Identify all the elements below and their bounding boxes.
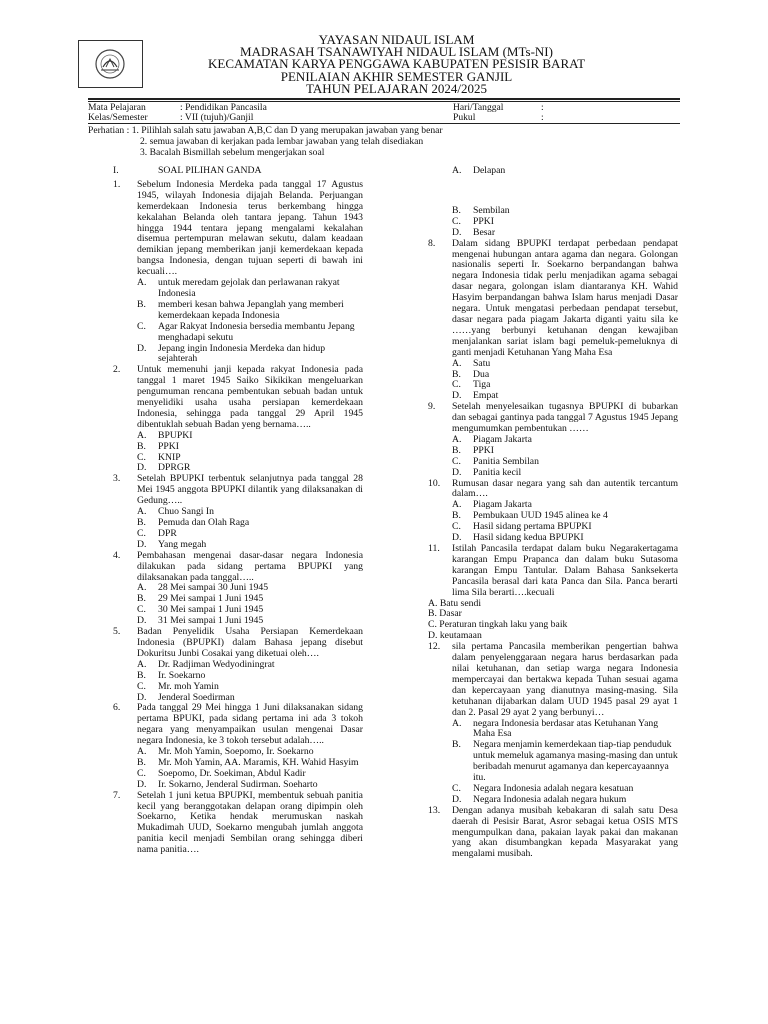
question-stem: Pembahasan mengenai dasar-dasar negara Indonesia dilakukan pada sidang pertama BPUPKI yang dilaksanakan pada tanggal….. [137, 549, 363, 583]
section-title: SOAL PILIHAN GANDA [158, 165, 262, 176]
option-c[interactable]: C. DPR [137, 527, 177, 539]
question-8 [428, 239, 678, 403]
option-d[interactable]: D. Ir. Sokarno, Jenderal Sudirman. Soeharto [137, 778, 318, 790]
question-10 [428, 479, 678, 544]
option-a[interactable]: A. Piagam Jakarta [452, 499, 532, 511]
question-7 [113, 791, 363, 856]
column-left [113, 166, 363, 856]
option-c[interactable]: C. Panitia Sembilan [452, 455, 539, 467]
question-number: 10. [428, 477, 441, 489]
option-c[interactable]: C. Hasil sidang pertama BPUPKI [452, 521, 592, 533]
letterhead [160, 34, 633, 95]
section-number: I. [113, 165, 119, 176]
option-d[interactable]: D. DPRGR [137, 462, 191, 474]
option-d[interactable]: D. Jepang ingin Indonesia Merdeka dan hidup sejahterah [137, 342, 326, 365]
option-a[interactable]: A. BPUPKI [137, 429, 193, 441]
option-d[interactable]: D. Jenderal Soedirman [137, 691, 235, 703]
question-9 [428, 402, 678, 478]
instruction-1: Perhatian : 1. Pilihlah salah satu jawaban A,B,C dan D yang merupakan jawaban yang benar [88, 125, 443, 136]
time-value: : [541, 111, 544, 123]
question-number: 7. [113, 789, 121, 801]
section-heading [113, 166, 363, 177]
option-a[interactable]: A. Delapan [452, 165, 506, 176]
option-d[interactable]: D. Negara Indonesia adalah negara hukum [452, 793, 627, 805]
option-b[interactable]: B. PPKI [137, 440, 179, 452]
option-b[interactable]: B. Mr. Moh Yamin, AA. Maramis, KH. Wahid Hasyim [137, 756, 359, 768]
option-a[interactable]: A. Chuo Sangi In [137, 506, 214, 518]
option-c[interactable]: C. Mr. moh Yamin [137, 680, 219, 692]
info-rule [88, 123, 680, 124]
option-c[interactable]: C. Soepomo, Dr. Soekiman, Abdul Kadir [137, 767, 306, 779]
header-rule-thin [88, 101, 680, 102]
question-stem: Sebelum Indonesia Merdeka pada tanggal 17 Agustus 1945, wilayah Indonesia dijajah Belanda. Perjuangan kemerdekaan Indonesia terus berkembang hingga kekalahan Belanda oleh tantara jepang. Tahun 1943 hingga 1944 tentara jepang mengalami kekalahan disemua pertempuran melawan sekutu, dalam keadaan demikian jepang memberikan janji kemerdekaan kepada bangsa Indonesia, dengan tujuan seperti di bawah ini kecuali…. [137, 178, 363, 278]
question-stem: Setelah 1 juni ketua BPUPKI, membentuk sebuah panitia kecil yang beranggotakan delapan orang dipimpin oleh Soekarno, Ketika hendak merumuskan naskah Mukadimah UUD, Soekarno mengubah jumlah anggota panitia kecil menjadi Sembilan orang sehingga diberi nama panitia…. [137, 789, 363, 856]
option-a[interactable]: A. Piagam Jakarta [452, 433, 532, 445]
question-stem: sila pertama Pancasila memberikan pengertian bahwa dalam penyelenggaraan negara harus berdasarkan pada nilai ketuhanan, dan setiap warga negara Indonesia mempercayai dan bertakwa kepada Tuhan sesuai agama dan kepercayaan yang dianutnya masing-masing. Sila ketuhanan dijabarkan dalam UUD 1945 pasal 29 ayat 1 dan 2. Pasal 29 ayat 2 yang berbunyi… [452, 641, 678, 718]
info-left [88, 103, 267, 123]
option-c[interactable]: C. Agar Rakyat Indonesia bersedia membantu Jepang menghadapi sekutu [137, 320, 355, 343]
question-number: 8. [428, 237, 436, 249]
option-b[interactable]: B. memberi kesan bahwa Jepanglah yang memberi kemerdekaan kepada Indonesia [137, 298, 344, 321]
question-stem: Istilah Pancasila terdapat dalam buku Negarakertagama karangan Empu Prapanca dan dalam buku Sutasoma karangan Empu Tantular. Dalam Bahasa Sanksekerta Pancasila berasal dari kata Panca dan Sila. Panca berarti lima Sila berarti….kecuali [452, 543, 678, 598]
school-logo [78, 40, 143, 88]
question-number: 1. [113, 178, 121, 190]
question-number: 13. [428, 804, 441, 816]
info-right [453, 103, 544, 123]
question-7-options [428, 166, 678, 239]
question-stem: Setelah menyelesaikan tugasnya BPUPKI di bubarkan dan sebagai gantinya pada tanggal 7 Agustus 1945 Jepang mengumumkan pembentukan …… [452, 401, 678, 435]
exam-title: PENILAIAN AKHIR SEMESTER GANJIL [280, 68, 513, 84]
option-d[interactable]: D. Besar [452, 226, 496, 238]
foundation-name: YAYASAN NIDAUL ISLAM [318, 32, 475, 47]
question-13 [428, 806, 678, 861]
crest-icon [79, 41, 142, 87]
question-number: 5. [113, 626, 121, 638]
question-12 [428, 642, 678, 806]
option-d[interactable]: D. Empat [452, 390, 499, 402]
option-a[interactable]: A. negara Indonesia berdasar atas Ketuhanan Yang Maha Esa [452, 717, 659, 740]
instruction-3: 3. Bacalah Bismillah sebelum mengerjakan soal [140, 146, 325, 158]
question-stem: Untuk memenuhi janji kepada rakyat Indonesia pada tanggal 1 maret 1945 Saiko Sikikikan mengeluarkan pengumuman rencana pembentukan sebuah badan untuk menyelidiki usaha usaha persiapan kemerdekaan Indonesia, sehingga pada tanggal 29 April 1945 dibentuklah sebuah Badan yeng bernama….. [137, 364, 363, 430]
question-11-options [428, 599, 678, 643]
date-value: : [541, 102, 544, 113]
class-value: : VII (tujuh)/Ganjil [180, 111, 254, 123]
option-a[interactable]: A. 28 Mei sampai 30 Juni 1945 [137, 582, 269, 594]
question-number: 9. [428, 401, 436, 413]
column-right [428, 166, 678, 860]
option-a[interactable]: A. untuk meredam gejolak dan perlawanan rakyat Indonesia [137, 277, 340, 299]
option-d[interactable]: D. 31 Mei sampai 1 Juni 1945 [137, 615, 264, 627]
header-rule [88, 98, 680, 100]
question-3 [113, 474, 363, 550]
option-b[interactable]: B. Dua [452, 368, 490, 380]
option-d[interactable]: D. Hasil sidang kedua BPUPKI [452, 532, 584, 544]
option-a[interactable]: A. Satu [452, 357, 491, 369]
question-number: 3. [113, 473, 121, 485]
option-a[interactable]: A. Batu sendi [428, 597, 482, 609]
option-a[interactable]: A. Dr. Radjiman Wedyodiningrat [137, 658, 275, 670]
school-name: MADRASAH TSANAWIYAH NIDAUL ISLAM (MTs-NI) [240, 44, 553, 60]
option-d[interactable]: D. Panitia kecil [452, 466, 522, 478]
academic-year: TAHUN PELAJARAN 2024/2025 [306, 80, 487, 96]
district-name: KECAMATAN KARYA PENGGAWA KABUPATEN PESISIR BARAT [207, 56, 586, 72]
option-b[interactable]: B. Ir. Soekarno [137, 669, 206, 681]
option-b[interactable]: B. Negara menjamin kemerdekaan tiap-tiap penduduk untuk memeluk agamanya masing-masing dan untuk beribadah menurut agamanya dan kepercayaannya itu. [452, 739, 678, 784]
subject-value: : Pendidikan Pancasila [180, 102, 267, 113]
question-4 [113, 551, 363, 627]
question-5 [113, 627, 363, 703]
subject-label: Mata Pelajaran [88, 102, 146, 113]
question-number: 12. [428, 641, 441, 653]
question-stem: Dengan adanya musibah kebakaran di salah satu Desa daerah di Pesisir Barat, Asror sebagai ketua OSIS MTS mengumpulkan dana, pakaian layak pakai dan makanan yang akan disumbangkan kepada Masyarakat yang mengalami musibah. [452, 804, 678, 860]
option-b[interactable]: B. Sembilan [452, 204, 510, 216]
question-1 [113, 180, 363, 365]
option-a[interactable]: A. Mr. Moh Yamin, Soepomo, Ir. Soekarno [137, 746, 314, 758]
class-label: Kelas/Semester [88, 111, 148, 123]
option-b[interactable]: B. Pembukaan UUD 1945 alinea ke 4 [452, 510, 608, 522]
question-number: 2. [113, 364, 121, 376]
date-label: Hari/Tanggal [453, 102, 504, 113]
option-c[interactable]: C. 30 Mei sampai 1 Juni 1945 [137, 604, 264, 616]
question-number: 11. [428, 543, 440, 554]
question-stem: Rumusan dasar negara yang sah dan autentik tercantum dalam…. [452, 477, 678, 500]
question-number: 4. [113, 549, 121, 561]
question-stem: Setelah BPUPKI terbentuk selanjutnya pada tanggal 28 Mei 1945 anggota BPUPKI dilantik yang dilaksanakan di Gedung….. [137, 473, 363, 507]
time-label: Pukul [453, 111, 476, 123]
option-b[interactable]: B. PPKI [452, 444, 494, 456]
question-stem: Badan Penyelidik Usaha Persiapan Kemerdekaan Indonesia (BPUPKI) dalam Bahasa jepang disebut Dokuritsu Junbi Cosakai yang diketuai oleh…. [137, 626, 363, 659]
option-d[interactable]: D. keutamaan [428, 630, 482, 642]
option-b[interactable]: B. 29 Mei sampai 1 Juni 1945 [137, 593, 264, 605]
question-6 [113, 703, 363, 790]
question-number: 6. [113, 702, 121, 714]
question-2 [113, 365, 363, 474]
option-c[interactable]: C. Tiga [452, 379, 491, 391]
question-stem: Pada tanggal 29 Mei hingga 1 Juni dilaksanakan sidang pertama BPUKI, pada sidang pertama ini ada 3 tokoh negara yang menyampaikan usulan mengenai Dasar negara Indonesia, ke 3 tokoh tersebut adalah….. [137, 702, 363, 747]
option-c[interactable]: C. Negara Indonesia adalah negara kesatuan [452, 782, 634, 794]
instruction-2: 2. semua jawaban di kerjakan pada lembar jawaban yang telah disediakan [140, 135, 424, 147]
option-c[interactable]: C. Peraturan tingkah laku yang baik [428, 619, 568, 631]
option-c[interactable]: C. PPKI [452, 215, 494, 227]
option-d[interactable]: D. Yang megah [137, 538, 207, 550]
option-c[interactable]: C. KNIP [137, 451, 181, 463]
question-11 [428, 544, 678, 599]
instructions [88, 126, 443, 158]
option-b[interactable]: B. Pemuda dan Olah Raga [137, 517, 250, 528]
option-b[interactable]: B. Dasar [428, 608, 462, 620]
question-stem: Dalam sidang BPUPKI terdapat perbedaan pendapat mengenai hubungan antara agama dan negara. Golongan nasionalis seperti Ir. Soekarno berpandangan bahwa negara Indonesia tidak perlu menjadikan agama sebagai dasar negara, golongan islam diantaranya KH. Wahid Hasyim berpandangan bahwa Islam harus menjadi Dasar negara. Untuk mengatasi perbedaan pendapat tersebut, dasar negara pada piagam Jakarta diganti yaitu sila ke ……yang berbunyi ketuhanan dengan kewajiban menjalankan sariat islam bagi pemeluk-pemeluknya di ganti menjadi Ketuhanan Yang Maha Esa [452, 237, 678, 358]
